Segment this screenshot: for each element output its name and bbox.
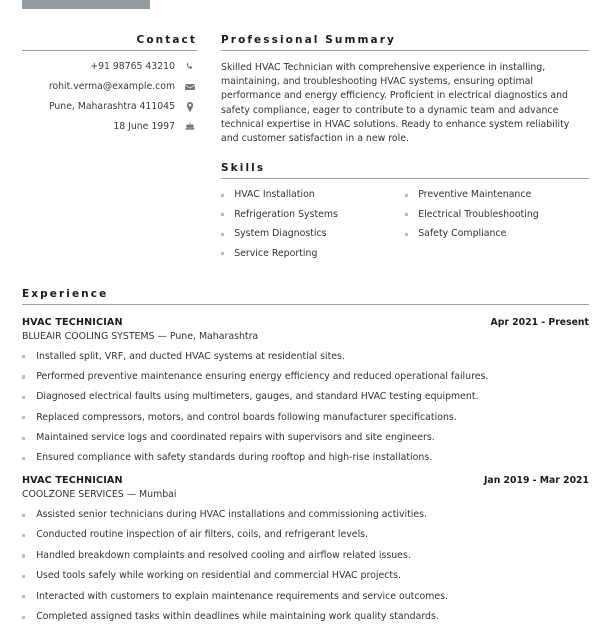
skill-item <box>405 189 589 201</box>
skills-section <box>221 162 589 267</box>
skill-label: Electrical Troubleshooting <box>418 208 539 220</box>
top-section <box>0 34 612 146</box>
skill-label: Refrigeration Systems <box>234 208 338 220</box>
job-bullet <box>22 432 589 444</box>
job-bullet-text: Completed assigned tasks within deadlines while maintaining work quality standards. <box>36 610 439 622</box>
job-bullet <box>22 591 589 603</box>
job-bullet-list <box>22 509 589 623</box>
summary-text: Skilled HVAC Technician with comprehensive experience in installing, maintaining, and troubleshooting HVAC systems, ensuring optimal performance and energy efficiency. Proficient in electrical diagnostics and safety compliance, eager to contribute to a dynamic team and advance technical expertise in HVAC solutions. Ready to enhance system reliability and customer satisfaction in a new role. <box>221 62 570 145</box>
contact-list <box>22 60 197 133</box>
bullet-square-icon <box>405 233 408 236</box>
skill-item <box>221 248 405 260</box>
bullet-square-icon <box>221 213 224 216</box>
bullet-square-icon <box>22 575 25 578</box>
job-bullet <box>22 412 589 424</box>
experience-entry-header <box>22 317 589 328</box>
bullet-square-icon <box>22 457 25 460</box>
job-bullet-text: Performed preventive maintenance ensuring energy efficiency and reduced operational failures. <box>36 370 489 382</box>
bullet-square-icon <box>221 233 224 236</box>
experience-section <box>22 288 589 634</box>
job-title: HVAC TECHNICIAN <box>22 317 123 328</box>
job-bullet-text: Diagnosed electrical faults using multimeters, gauges, and standard HVAC testing equipment. <box>36 391 479 403</box>
bullet-square-icon <box>221 194 224 197</box>
skill-label: Service Reporting <box>234 247 318 259</box>
bullet-square-icon <box>22 514 25 517</box>
job-bullet <box>22 611 589 623</box>
job-bullet-text: Replaced compressors, motors, and control boards following manufacturer specifications. <box>36 411 457 423</box>
bullet-square-icon <box>22 554 25 557</box>
bullet-square-icon <box>22 437 25 440</box>
bullet-square-icon <box>22 616 25 619</box>
bullet-square-icon <box>22 355 25 358</box>
job-bullet-text: Assisted senior technicians during HVAC installations and commissioning activities. <box>36 508 428 520</box>
name-placeholder-bar <box>22 0 150 9</box>
birthday-cake-icon <box>182 122 197 132</box>
job-bullet-text: Ensured compliance with safety standards during rooftop and high-rise installations. <box>36 452 433 464</box>
skill-item <box>221 209 405 221</box>
skills-column-left <box>221 189 405 267</box>
job-company: BLUEAIR COOLING SYSTEMS — Pune, Maharashtra <box>22 330 259 342</box>
contact-item-phone <box>22 60 197 73</box>
envelope-icon <box>182 83 197 91</box>
contact-location-value: Pune, Maharashtra 411045 <box>48 101 175 112</box>
bullet-square-icon <box>22 534 25 537</box>
experience-entry-header <box>22 475 589 486</box>
job-bullet-text: Maintained service logs and coordinated repairs with supervisors and site engineers. <box>36 432 435 444</box>
bullet-square-icon <box>22 375 25 378</box>
skill-item <box>405 209 589 221</box>
skills-column-right <box>405 189 589 267</box>
contact-item-birthdate <box>22 120 197 133</box>
job-bullet <box>22 391 589 403</box>
job-bullet-text: Installed split, VRF, and ducted HVAC systems at residential sites. <box>36 350 345 362</box>
bullet-square-icon <box>22 396 25 399</box>
job-bullet-text: Interacted with customers to explain maintenance requirements and service outcomes. <box>36 590 449 602</box>
job-company: COOLZONE SERVICES — Mumbai <box>22 488 177 500</box>
skill-label: Preventive Maintenance <box>418 189 532 200</box>
contact-heading: Contact <box>22 34 197 51</box>
skill-label: System Diagnostics <box>234 228 327 239</box>
job-bullet <box>22 529 589 541</box>
skill-item <box>221 228 405 240</box>
job-bullet <box>22 351 589 363</box>
contact-email-value: rohit.verma@example.com <box>48 81 175 92</box>
skill-label: HVAC Installation <box>234 189 315 200</box>
job-bullet <box>22 371 589 383</box>
skills-grid <box>221 189 589 267</box>
job-bullet <box>22 570 589 582</box>
contact-phone-value: +91 98765 43210 <box>90 61 175 72</box>
job-bullet <box>22 452 589 464</box>
job-dates: Jan 2019 - Mar 2021 <box>483 475 589 487</box>
summary-heading: Professional Summary <box>221 34 589 51</box>
experience-heading: Experience <box>22 288 589 305</box>
job-bullet-text: Used tools safely while working on residential and commercial HVAC projects. <box>36 570 401 582</box>
bullet-square-icon <box>221 252 224 255</box>
experience-entry <box>22 317 589 464</box>
skills-heading: Skills <box>221 162 589 179</box>
job-bullet <box>22 550 589 562</box>
job-bullet <box>22 509 589 521</box>
contact-column <box>22 34 197 146</box>
summary-column <box>221 34 589 146</box>
location-pin-icon <box>182 102 197 112</box>
job-dates: Apr 2021 - Present <box>490 317 589 328</box>
experience-list <box>22 317 589 623</box>
bullet-square-icon <box>22 595 25 598</box>
bullet-square-icon <box>405 194 408 197</box>
job-bullet-text: Conducted routine inspection of air filters, coils, and refrigerant levels. <box>36 529 369 541</box>
contact-item-location <box>22 100 197 113</box>
skill-item <box>405 228 589 240</box>
job-bullet-text: Handled breakdown complaints and resolved cooling and airflow related issues. <box>36 549 411 561</box>
skill-item <box>221 189 405 201</box>
contact-birthdate-value: 18 June 1997 <box>113 121 175 132</box>
phone-icon <box>182 62 197 71</box>
job-bullet-list <box>22 351 589 465</box>
bullet-square-icon <box>405 213 408 216</box>
experience-entry <box>22 475 589 622</box>
contact-item-email <box>22 80 197 93</box>
bullet-square-icon <box>22 416 25 419</box>
job-title: HVAC TECHNICIAN <box>22 475 123 487</box>
skill-label: Safety Compliance <box>418 228 507 239</box>
